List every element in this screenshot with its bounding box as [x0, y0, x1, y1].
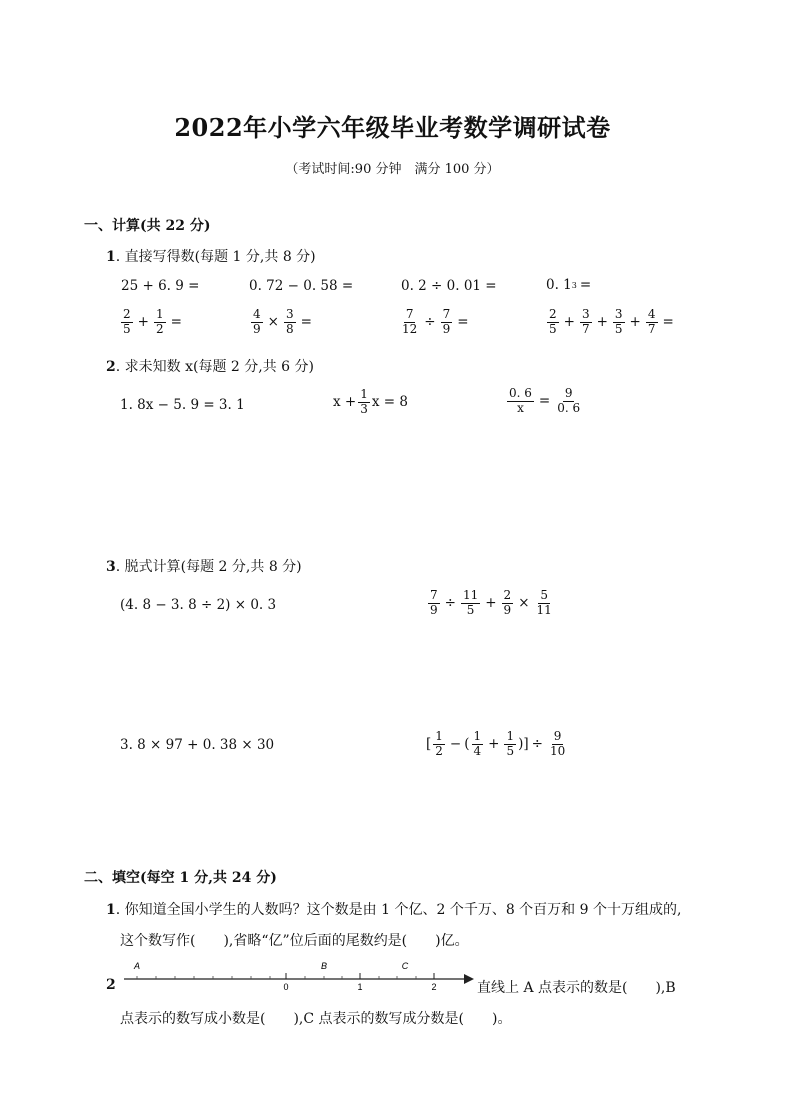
fraction: $\frac{1}{5}$ [506, 729, 515, 758]
mental-calc-7: $\frac{7}{12}$ ÷ $\frac{7}{9}$ = [402, 307, 469, 336]
expression: 0. 72 − 0. 58 = [249, 278, 354, 294]
mental-calc-2 [249, 278, 353, 294]
fraction: $\frac{2}{5}$ [549, 307, 557, 336]
question-1-2-heading [106, 356, 314, 376]
equation-2: x + $\frac{1}{3}$ x = 8 [333, 387, 408, 416]
question-number: 3 [106, 559, 116, 575]
mental-calc-4 [546, 277, 594, 293]
expression: 1. 8x − 5. 9 = 3. 1 [120, 397, 245, 413]
fraction: $\frac{3}{8}$ [285, 307, 294, 336]
mental-calc-5: $\frac{2}{5}$ + $\frac{1}{2}$ = [123, 307, 182, 336]
question-number: 1 [106, 902, 116, 918]
fraction: $\frac{0. 6}{x}$ [509, 386, 532, 415]
equals-sign: = [579, 277, 592, 293]
expression: 0. 2 ÷ 0. 01 = [401, 278, 497, 294]
question-text: . 脱式计算(每题 2 分,共 8 分) [115, 559, 302, 575]
fraction: $\frac{3}{7}$ [581, 307, 590, 336]
fraction: $\frac{1}{2}$ [155, 307, 164, 336]
mental-calc-3 [401, 278, 497, 294]
question-text: . 你知道全国小学生的人数吗？这个数是由 1 个亿、2 个千万、8 个百万和 9 个十万组成的, [115, 902, 682, 918]
fraction: $\frac{9}{10}$ [549, 729, 566, 758]
fraction: $\frac{1}{2}$ [435, 729, 443, 758]
exam-info: （考试时间:90 分钟 满分 100 分） [285, 162, 500, 177]
section-1-heading: 一、计算(共 22 分) [84, 218, 211, 234]
fraction: $\frac{11}{5}$ [462, 588, 479, 617]
point-label-a: A [133, 961, 141, 971]
question-number: 2 [106, 359, 116, 375]
tick-label-0: 0 [283, 982, 289, 992]
tick-label-1: 1 [357, 982, 363, 992]
question-text: . 求未知数 x(每题 2 分,共 6 分) [115, 359, 314, 375]
fraction: $\frac{1}{3}$ [360, 387, 368, 416]
step-calc-1 [120, 597, 276, 613]
point-label-b: B [320, 961, 328, 971]
fill-question-2-line-1: 直线上 A 点表示的数是( ),B [477, 980, 676, 996]
fraction: $\frac{4}{7}$ [647, 307, 656, 336]
fill-question-1-line-2: 这个数写作( ),省略“亿”位后面的尾数约是( )亿。 [120, 933, 469, 949]
fraction: $\frac{7}{12}$ [402, 307, 418, 336]
fill-question-1-line-1 [106, 899, 681, 919]
question-1-1-heading [106, 246, 316, 266]
number-line [118, 957, 478, 997]
question-1-3-heading [106, 556, 302, 576]
fraction: $\frac{9}{0. 6}$ [557, 386, 581, 415]
fraction: $\frac{5}{11}$ [536, 588, 552, 617]
exponent: 3 [571, 280, 577, 290]
question-number: 1 [106, 249, 116, 265]
fraction: $\frac{3}{5}$ [614, 307, 623, 336]
step-calc-2: $\frac{7}{9}$ ÷ $\frac{11}{5}$ + $\frac{2}{9}$ × $\frac{5}{11}$ [430, 588, 552, 617]
fill-question-2-number: 2 [106, 977, 116, 993]
fraction: $\frac{7}{9}$ [442, 307, 451, 336]
mental-calc-6: $\frac{4}{9}$ × $\frac{3}{8}$ = [253, 307, 312, 336]
section-2-heading: 二、填空(每空 1 分,共 24 分) [84, 870, 277, 886]
point-label-c: C [401, 961, 409, 971]
fraction: $\frac{7}{9}$ [430, 588, 438, 617]
expression: (4. 8 − 3. 8 ÷ 2) × 0. 3 [120, 597, 277, 613]
expression-base: 0. 1 [546, 277, 572, 293]
equation-1 [120, 397, 245, 413]
question-text: . 直接写得数(每题 1 分,共 8 分) [115, 249, 316, 265]
page-title: 2022年小学六年级毕业考数学调研试卷 [174, 113, 611, 142]
fraction: $\frac{1}{4}$ [473, 729, 482, 758]
fill-question-2-line-2: 点表示的数写成小数是( ),C 点表示的数写成分数是( )。 [120, 1011, 512, 1027]
arrow-head-icon [464, 974, 474, 984]
fraction: $\frac{4}{9}$ [253, 307, 261, 336]
step-calc-3 [120, 737, 274, 753]
expression: 25 + 6. 9 = [121, 278, 200, 294]
equation-3: $\frac{0. 6}{x}$ = $\frac{9}{0. 6}$ [509, 386, 581, 415]
tick-label-2: 2 [431, 982, 437, 992]
mental-calc-1 [121, 278, 199, 294]
major-ticks [286, 973, 434, 979]
step-calc-4: [ $\frac{1}{2}$ − ( $\frac{1}{4}$ + $\frac{1}{5}$ )] ÷ $\frac{9}{10}$ [426, 729, 566, 758]
expression: 3. 8 × 97 + 0. 38 × 30 [120, 737, 275, 753]
fraction: $\frac{2}{5}$ [123, 307, 131, 336]
mental-calc-8: $\frac{2}{5}$ + $\frac{3}{7}$ + $\frac{3}{5}$ + $\frac{4}{7}$ = [549, 307, 674, 336]
fraction: $\frac{2}{9}$ [503, 588, 512, 617]
